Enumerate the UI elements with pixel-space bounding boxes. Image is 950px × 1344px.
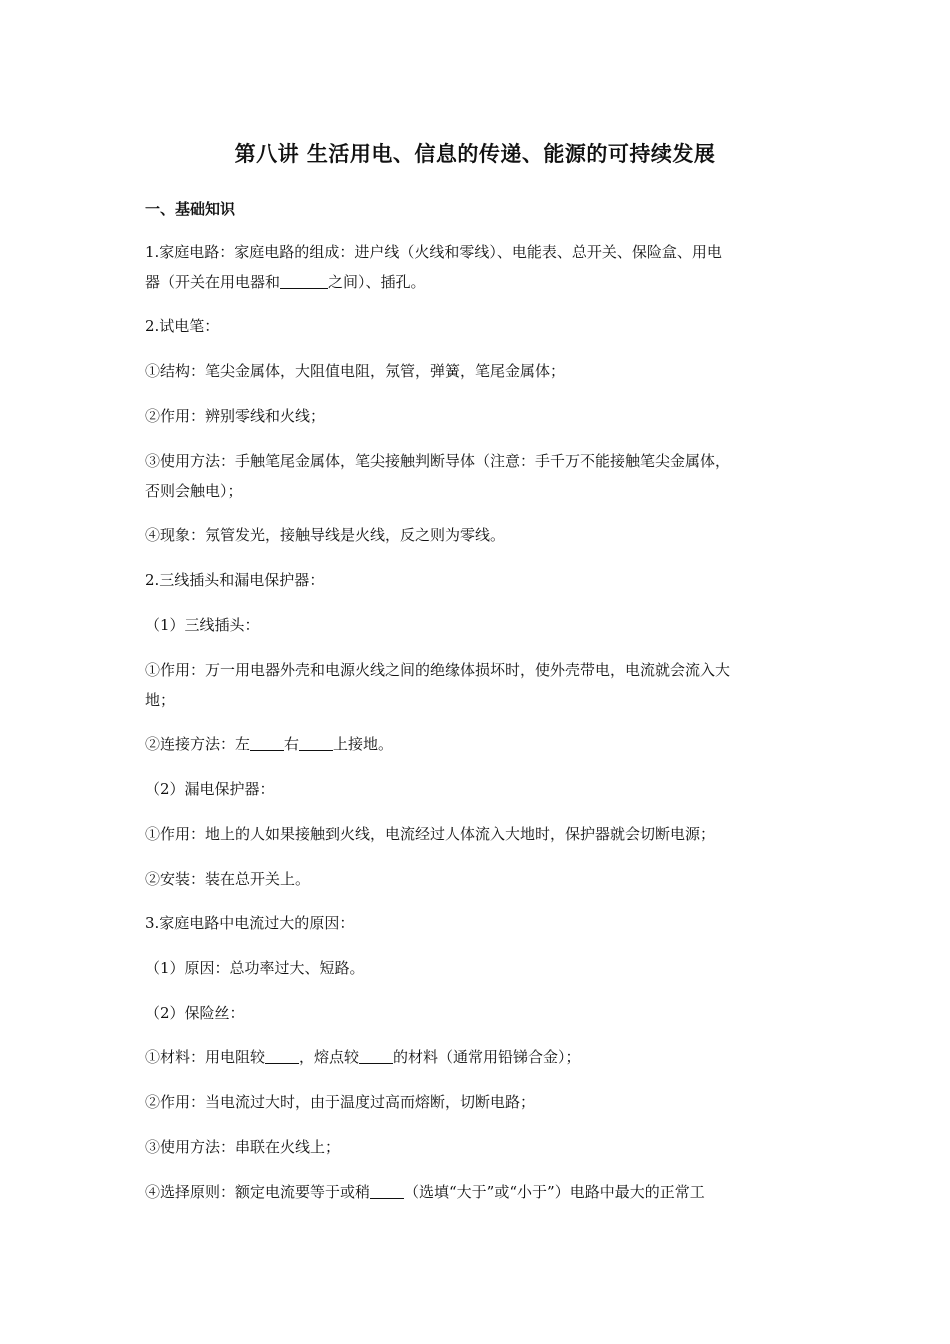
paragraph-line: ③使用方法：串联在火线上； [145,1138,341,1156]
fill-blank [265,1047,299,1064]
paragraph-line: ①结构：笔尖金属体，大阻值电阻，氖管，弹簧，笔尾金属体； [145,362,566,380]
paragraph-line: ④现象：氖管发光，接触导线是火线，反之则为零线。 [145,526,506,544]
paragraph-line: ④选择原则：额定电流要等于或稍 （选填“大于”或“小于”）电路中最大的正常工 [145,1183,705,1201]
paragraph-line: ②安装：装在总开关上。 [145,870,311,888]
paragraph-line: （1）原因：总功率过大、短路。 [145,959,365,977]
paragraph-line: （2）保险丝： [145,1004,245,1022]
paragraph-line: 2.三线插头和漏电保护器： [145,571,325,589]
paragraph-line: ①作用：地上的人如果接触到火线，电流经过人体流入大地时，保护器就会切断电源； [145,825,716,843]
paragraph-line: ②作用：辨别零线和火线； [145,407,326,425]
paragraph-line: 器（开关在用电器和 之间）、插孔。 [145,273,426,291]
paragraph-line: ①作用：万一用电器外壳和电源火线之间的绝缘体损坏时，使外壳带电，电流就会流入大 [145,661,731,679]
paragraph-line: ②作用：当电流过大时，由于温度过高而熔断，切断电路； [145,1093,536,1111]
fill-blank [370,1182,404,1199]
paragraph-line: ①材料：用电阻较 ，熔点较 的材料（通常用铅锑合金）； [145,1048,581,1066]
paragraph-line: （2）漏电保护器： [145,780,275,798]
section-heading: 一、基础知识 [145,200,236,218]
fill-blank [250,734,284,751]
fill-blank [280,272,328,289]
fill-blank [299,734,333,751]
paragraph-line: ②连接方法：左 右 上接地。 [145,735,394,753]
paragraph-line: 地； [145,691,176,709]
paragraph-line: ③使用方法：手触笔尾金属体，笔尖接触判断导体（注意：手千万不能接触笔尖金属体， [145,452,731,470]
paragraph-line: 2.试电笔： [145,317,220,335]
fill-blank [359,1047,393,1064]
paragraph-line: （1）三线插头： [145,616,260,634]
paragraph-line: 3.家庭电路中电流过大的原因： [145,914,355,932]
paragraph-line: 否则会触电）； [145,482,243,500]
page-title: 第八讲 生活用电、信息的传递、能源的可持续发展 [234,142,716,166]
paragraph-line: 1.家庭电路：家庭电路的组成：进户线（火线和零线）、电能表、总开关、保险盒、用电 [145,243,722,261]
